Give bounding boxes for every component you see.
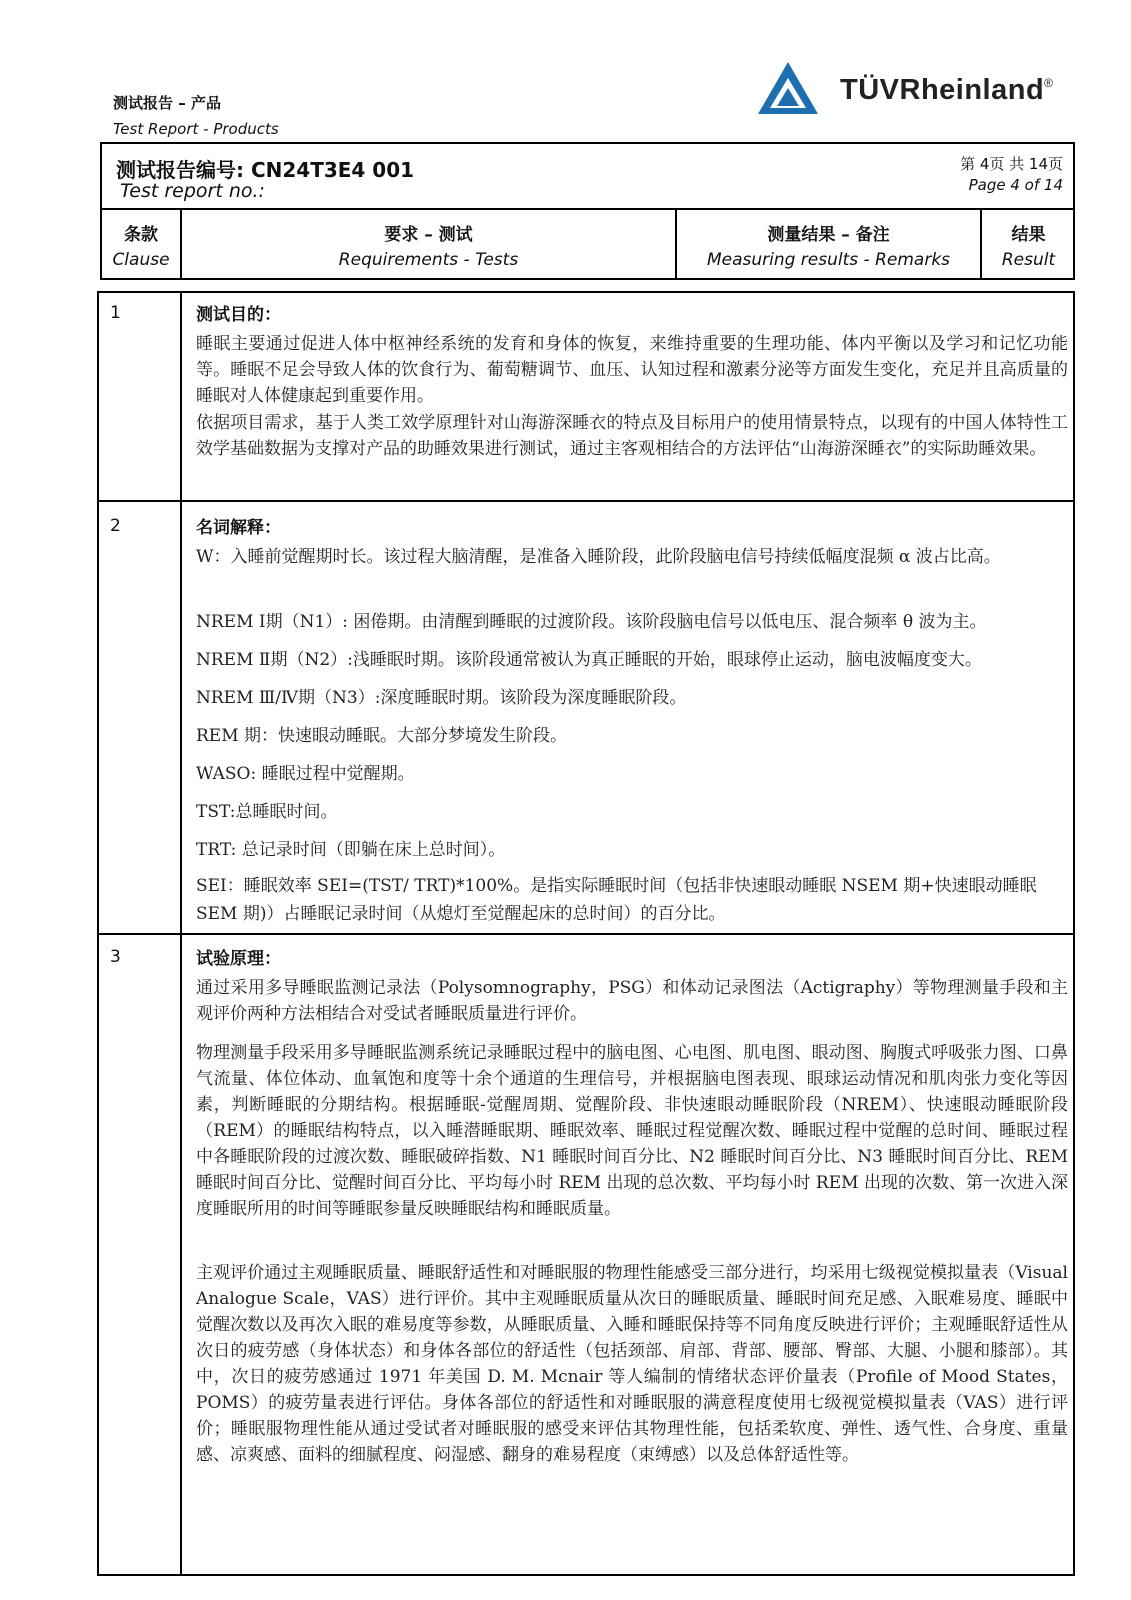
section-paragraph: 睡眠主要通过促进人体中枢神经系统的发育和身体的恢复，来维持重要的生理功能、体内平衡以及学习和记忆功能等。睡眠不足会导致人体的饮食行为、葡萄糖调节、血压、认知过程和激素分泌等方面发生变化，充足并且高质量的睡眠对人体健康起到重要作用。	[196, 334, 1068, 406]
definition-item: WASO: 睡眠过程中觉醒期。	[196, 764, 415, 784]
section-heading: 试验原理：	[196, 949, 281, 969]
definition-item: NREM Ⅲ/Ⅳ期（N3）:深度睡眠时期。该阶段为深度睡眠阶段。	[196, 688, 687, 708]
section-paragraph: 主观评价通过主观睡眠质量、睡眠舒适性和对睡眠服的物理性能感受三部分进行，均采用七级视觉模拟量表（Visual Analogue Scale，VAS）进行评价。其中主观睡眠质量从次日的睡眠质量、睡眠时间充足感、入眠难易度、睡眠中觉醒次数以及再次入眠的难易度等参数，从睡眠质量、入睡和睡眠保持等不同角度反映进行评价；主观睡眠舒适性从次日的疲劳感（身体状态）和身体各部位的舒适性（包括颈部、肩部、背部、腰部、臀部、大腿、小腿和膝部）。其中，次日的疲劳感通过 1971 年美国 D. M. Mcnair 等人编制的情绪状态评价量表（Profile of Mood States，POMS）的疲劳量表进行评估。身体各部位的舒适性和对睡眠服的满意程度使用七级视觉模拟量表（VAS）进行评价；睡眠服物理性能从通过受试者对睡眠服的感受来评估其物理性能，包括柔软度、弹性、透气性、合身度、重量感、凉爽感、面料的细腻程度、闷湿感、翻身的难易程度（束缚感）以及总体舒适性等。	[196, 1263, 1068, 1465]
column-results: 测量结果 – 备注 Measuring results - Remarks	[706, 225, 951, 270]
report-number-en: Test report no.:	[120, 180, 265, 202]
report-type-cn: 测试报告 – 产品	[113, 94, 221, 112]
section-paragraph: 物理测量手段采用多导睡眠监测系统记录睡眠过程中的脑电图、心电图、肌电图、眼动图、胸腹式呼吸张力图、口鼻气流量、体位体动、血氧饱和度等十余个通道的生理信号，并根据脑电图表现、眼球运动情况和肌肉张力变化等因素，判断睡眠的分期结构。根据睡眠-觉醒周期、觉醒阶段、非快速眼动睡眠阶段（NREM）、快速眼动睡眠阶段（REM）的睡眠结构特点，以入睡潜睡眠期、睡眠效率、睡眠过程觉醒次数、睡眠过程中觉醒的总时间、睡眠过程中各睡眠阶段的过渡次数、睡眠破碎指数、N1 睡眠时间百分比、N2 睡眠时间百分比、N3 睡眠时间百分比、REM 睡眠时间百分比、觉醒时间百分比、平均每小时 REM 出现的总次数、平均每小时 REM 出现的次数、第一次进入深度睡眠所用的时间等睡眠参量反映睡眠结构和睡眠质量。	[196, 1043, 1068, 1219]
logo-wordmark: TÜVRheinland®	[840, 74, 1054, 106]
column-header-row	[100, 210, 1075, 280]
definition-item: TST:总睡眠时间。	[196, 802, 338, 822]
column-clause: 条款 Clause	[112, 225, 170, 270]
section-heading: 名词解释：	[196, 518, 281, 538]
definition-item: REM 期：快速眼动睡眠。大部分梦境发生阶段。	[196, 726, 568, 746]
page-number-cn: 第 4页 共 14页	[960, 155, 1063, 173]
definition-item: W：入睡前觉醒期时长。该过程大脑清醒，是准备入睡阶段，此阶段脑电信号持续低幅度混频 α 波占比高。	[196, 547, 1001, 567]
definition-item: TRT: 总记录时间（即躺在床上总时间）。	[196, 840, 506, 860]
report-number-cn: 测试报告编号: CN24T3E4 001	[116, 158, 415, 182]
report-number-box	[100, 142, 1075, 210]
row-divider	[97, 933, 1075, 935]
clause-number: 1	[110, 303, 121, 323]
definition-item: NREM Ⅰ期（N1）: 困倦期。由清醒到睡眠的过渡阶段。该阶段脑电信号以低电压、混合频率 θ 波为主。	[196, 612, 987, 632]
page-number-en: Page 4 of 14	[968, 176, 1063, 194]
column-requirements: 要求 – 测试 Requirements - Tests	[338, 225, 519, 270]
definition-item: NREM Ⅱ期（N2）:浅睡眠时期。该阶段通常被认为真正睡眠的开始，眼球停止运动，脑电波幅度变大。	[196, 650, 982, 670]
section-heading: 测试目的：	[196, 305, 281, 325]
section-paragraph: 通过采用多导睡眠监测记录法（Polysomnography，PSG）和体动记录图法（Actigraphy）等物理测量手段和主观评价两种方法相结合对受试者睡眠质量进行评价。	[196, 978, 1068, 1024]
clause-number: 3	[110, 947, 121, 967]
clause-number: 2	[110, 516, 121, 536]
definition-item: SEI：睡眠效率 SEI=(TST/ TRT)*100%。是指实际睡眠时间（包括非快速眼动睡眠 NSEM 期+快速眼动睡眠 SEM 期)）占睡眠记录时间（从熄灯至觉醒起床的总时间）的百分比。	[196, 876, 1037, 924]
report-type-en: Test Report - Products	[113, 120, 279, 138]
section-paragraph: 依据项目需求，基于人类工效学原理针对山海游深睡衣的特点及目标用户的使用情景特点，以现有的中国人体特性工效学基础数据为支撑对产品的助睡效果进行测试，通过主客观相结合的方法评估“山海游深睡衣”的实际助睡效果。	[196, 413, 1068, 459]
column-result: 结果 Result	[1001, 225, 1056, 270]
tuv-logo	[756, 60, 1066, 120]
tuv-triangle-icon	[756, 60, 820, 116]
row-divider	[97, 500, 1075, 502]
